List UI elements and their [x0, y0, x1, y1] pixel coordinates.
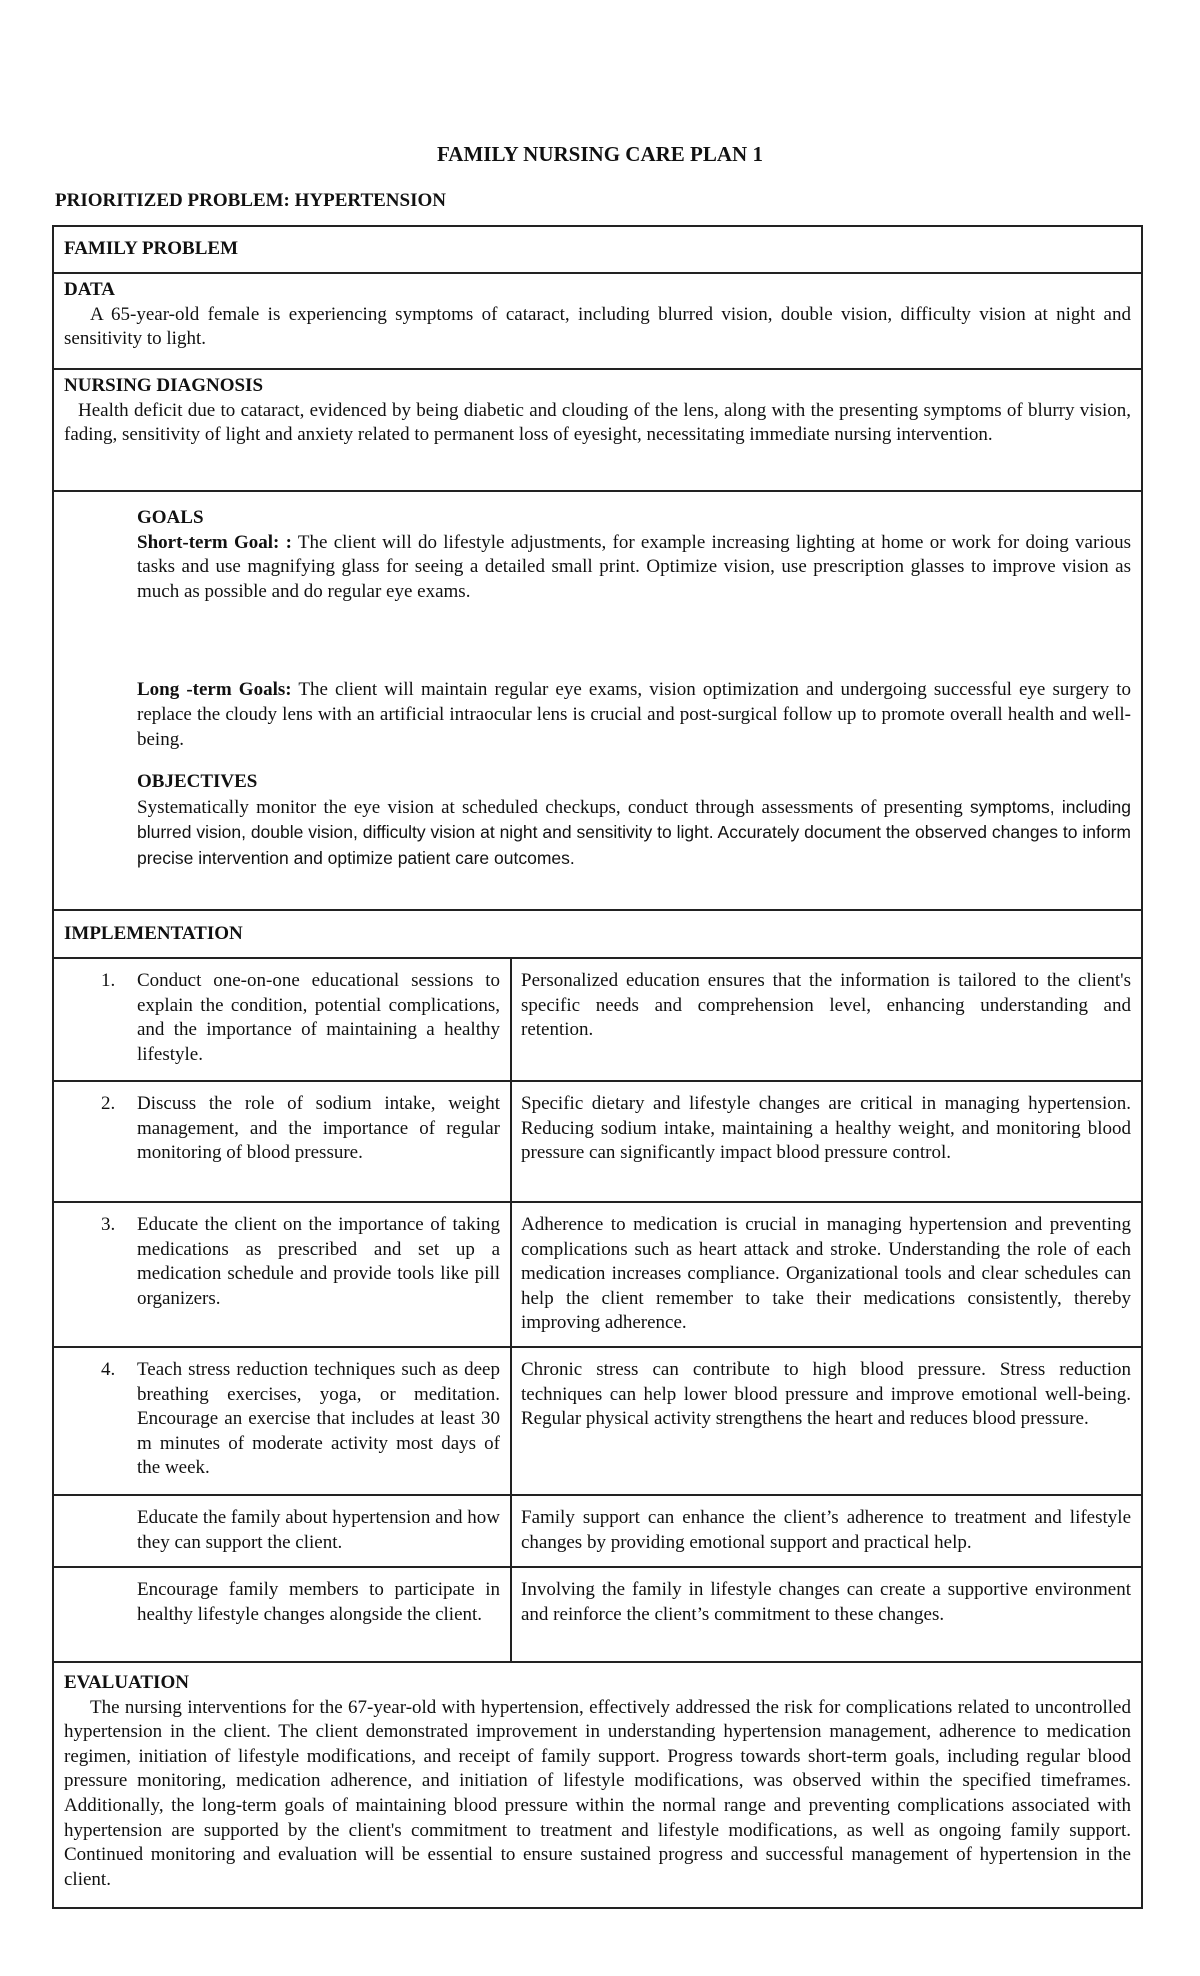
goals-heading: GOALS — [137, 507, 204, 528]
implementation-rationale: Chronic stress can contribute to high blood pressure. Stress reduction techniques can help lower blood pressure and improve emotional well-being. Regular physical activity strengthens the heart and reduces blood pressure. — [521, 1359, 1131, 1430]
evaluation-section — [54, 1663, 1141, 1907]
data-heading: DATA — [64, 279, 116, 300]
short-term-goal-text: The client will do lifestyle adjustments, for example increasing lighting at home or work for doing various tasks and use magnifying glass for seeing a detailed small print. Optimize vision, use prescription glasses to improve vision as much as possible and do regular eye exams. — [137, 531, 1131, 602]
implementation-action — [54, 959, 512, 1080]
implementation-action — [54, 1082, 512, 1201]
table-row — [54, 1082, 1141, 1203]
document-title: FAMILY NURSING CARE PLAN 1 — [437, 142, 763, 166]
nursing-diagnosis-section — [54, 370, 1141, 492]
nursing-diagnosis-heading: NURSING DIAGNOSIS — [64, 375, 264, 396]
prioritized-problem: PRIORITIZED PROBLEM: HYPERTENSION — [55, 190, 446, 211]
row-number: 4. — [101, 1359, 116, 1380]
long-term-goal-text: The client will maintain regular eye exams, vision optimization and undergoing successful eye surgery to replace the cloudy lens with an artificial intraocular lens is crucial and post-surgical follow up to promote overall health and well-being. — [137, 679, 1131, 750]
implementation-action — [54, 1568, 512, 1661]
family-problem-header: FAMILY PROBLEM — [54, 227, 1141, 274]
long-term-goal-label: Long -term Goals: — [137, 679, 292, 701]
table-row — [54, 1568, 1141, 1663]
implementation-rationale: Adherence to medication is crucial in managing hypertension and preventing complications such as heart attack and stroke. Understanding the role of each medication increases compliance. Organizational tools and clear schedules can help the client remember to take their medications consistently, thereby improving adherence. — [521, 1214, 1131, 1334]
short-term-goal — [137, 531, 1131, 605]
goals-section — [54, 492, 1141, 911]
long-term-goal — [137, 678, 1131, 752]
objectives-text-part1: Systematically monitor the eye vision at scheduled checkups, conduct through assessments of presenting — [137, 796, 970, 818]
implementation-rationale: Personalized education ensures that the information is tailored to the client's specific needs and comprehension level, enhancing understanding and retention. — [521, 970, 1131, 1041]
objectives-text-part2: symptoms, including blurred vision, double vision, difficulty vision at night and sensitivity to light. Accurately document the observed changes to inform precise intervention and optimize patient care outcomes. — [137, 796, 1131, 868]
evaluation-text: The nursing interventions for the 67-year-old with hypertension, effectively addressed the risk for complications related to uncontrolled hypertension in the client. The client demonstrated improvement in understanding hypertension management, adherence to medication regimen, initiation of lifestyle modifications, and receipt of family support. Progress towards short-term goals, including regular blood pressure monitoring, medication adherence, and initiation of lifestyle modifications, was observed within the specified timeframes. Additionally, the long-term goals of maintaining blood pressure within the normal range and preventing complications associated with hypertension are supported by the client's commitment to treatment and lifestyle modifications, as well as ongoing family support. Continued monitoring and evaluation will be essential to ensure sustained progress and successful management of hypertension in the client. — [64, 1696, 1131, 1890]
action-text: Conduct one-on-one educational sessions to explain the condition, potential complications, and the importance of maintaining a healthy lifestyle. — [137, 970, 500, 1065]
implementation-action — [54, 1348, 512, 1494]
objectives-text — [137, 795, 1131, 872]
data-section — [54, 274, 1141, 370]
row-number: 3. — [101, 1214, 116, 1235]
care-plan-table — [52, 225, 1143, 1909]
short-term-goal-label: Short-term Goal: : — [137, 531, 292, 553]
table-row — [54, 959, 1141, 1082]
action-text: Educate the family about hypertension and how they can support the client. — [137, 1507, 501, 1553]
objectives-heading: OBJECTIVES — [137, 771, 258, 793]
action-text: Educate the client on the importance of taking medications as prescribed and set up a medication schedule and provide tools like pill organizers. — [137, 1214, 500, 1309]
action-text: Teach stress reduction techniques such as deep breathing exercises, yoga, or meditation. Encourage an exercise that includes at least 30 m minutes of moderate activity most days of the week. — [137, 1359, 500, 1479]
table-row — [54, 1203, 1141, 1348]
evaluation-heading: EVALUATION — [64, 1672, 189, 1693]
implementation-action — [54, 1203, 512, 1346]
implementation-rationale: Specific dietary and lifestyle changes are critical in managing hypertension. Reducing sodium intake, maintaining a healthy weight, and monitoring blood pressure can significantly impact blood pressure control. — [521, 1093, 1131, 1164]
implementation-rationale: Involving the family in lifestyle changes can create a supportive environment and reinforce the client’s commitment to these changes. — [521, 1579, 1131, 1625]
implementation-header: IMPLEMENTATION — [54, 911, 1141, 959]
action-text: Discuss the role of sodium intake, weight management, and the importance of regular monitoring of blood pressure. — [137, 1093, 500, 1164]
action-text: Encourage family members to participate in healthy lifestyle changes alongside the client. — [137, 1579, 500, 1625]
nursing-diagnosis-text: Health deficit due to cataract, evidenced by being diabetic and clouding of the lens, along with the presenting symptoms of blurry vision, fading, sensitivity of light and anxiety related to permanent loss of eyesight, necessitating immediate nursing intervention. — [64, 399, 1131, 446]
data-text: A 65-year-old female is experiencing symptoms of cataract, including blurred vision, double vision, difficulty vision at night and sensitivity to light. — [64, 303, 1131, 350]
row-number: 1. — [101, 970, 116, 991]
table-row — [54, 1348, 1141, 1496]
implementation-rationale: Family support can enhance the client’s adherence to treatment and lifestyle changes by providing emotional support and practical help. — [521, 1507, 1131, 1553]
row-number: 2. — [101, 1093, 116, 1114]
table-row — [54, 1496, 1141, 1568]
implementation-action — [54, 1496, 512, 1566]
